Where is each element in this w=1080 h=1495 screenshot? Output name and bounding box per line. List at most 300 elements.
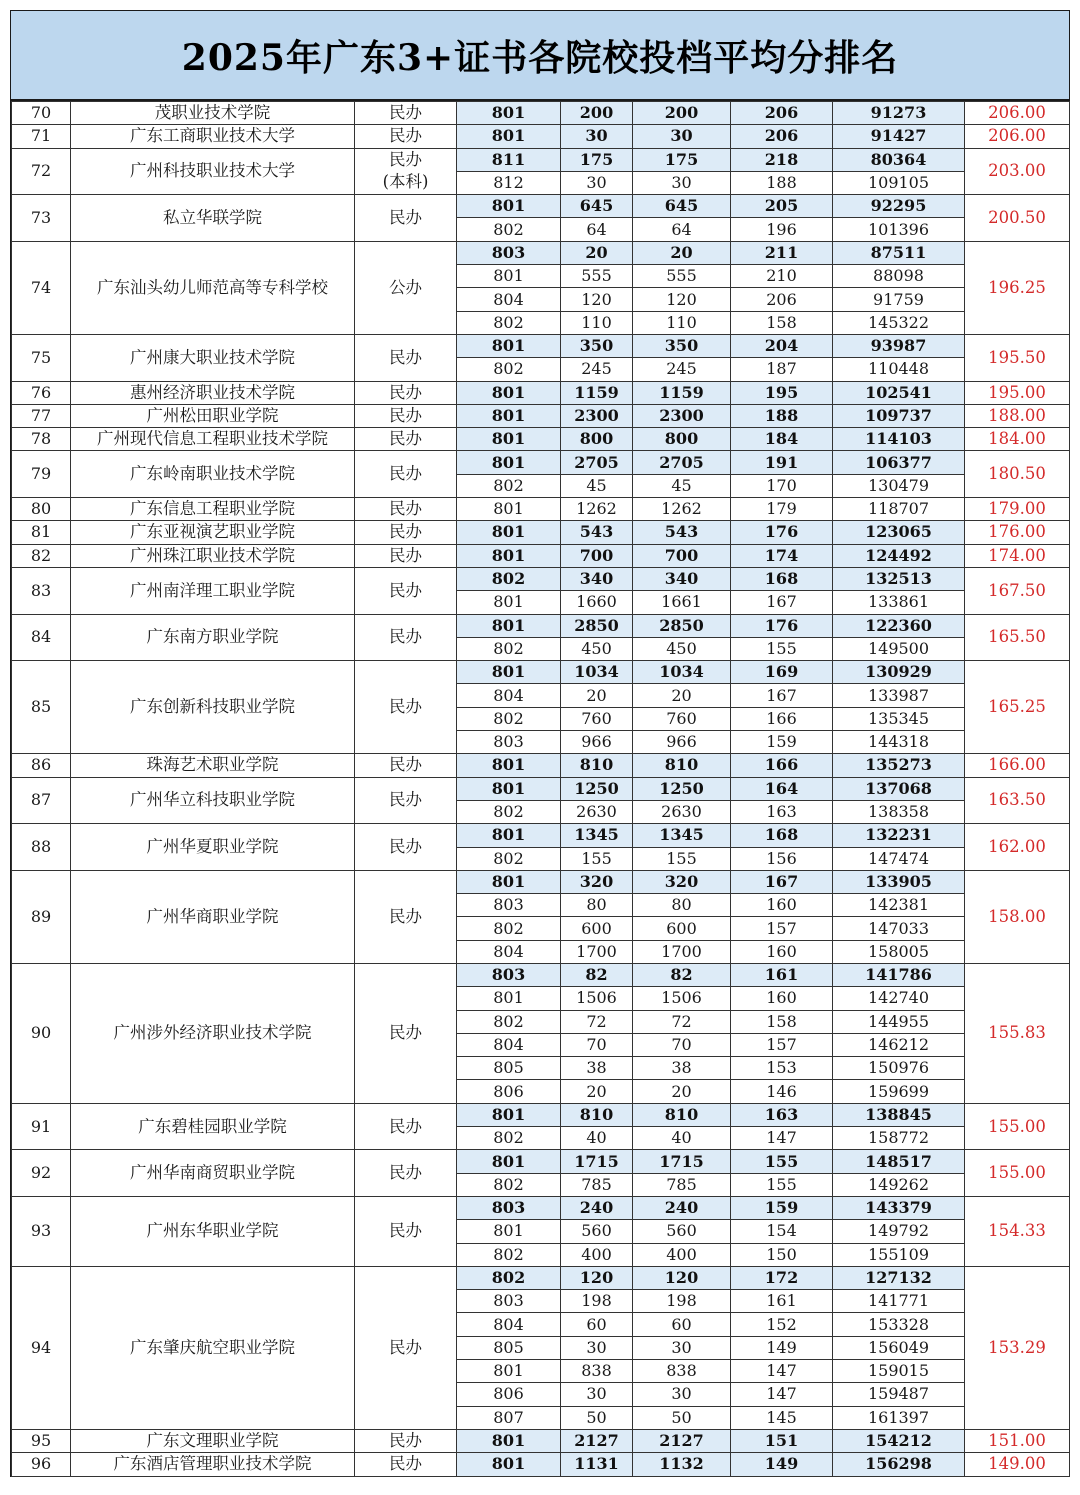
average-score-cell: 155.00	[965, 1103, 1070, 1150]
plan-count-cell: 560	[561, 1220, 633, 1243]
min-score-cell: 147	[731, 1127, 833, 1150]
average-score-cell: 167.50	[965, 567, 1070, 614]
min-score-cell: 157	[731, 917, 833, 940]
average-score-cell: 195.50	[965, 334, 1070, 381]
rank-cell: 95	[12, 1429, 71, 1452]
major-group-code-cell: 802	[457, 218, 561, 241]
plan-count-cell: 450	[561, 637, 633, 660]
average-score-cell: 203.00	[965, 148, 1070, 195]
plan-count-cell: 20	[561, 684, 633, 707]
plan-count-cell: 1159	[561, 381, 633, 404]
plan-count-cell: 2705	[561, 451, 633, 474]
plan-count-cell: 1131	[561, 1453, 633, 1476]
major-group-code-cell: 801	[457, 381, 561, 404]
school-type-cell: 民办	[355, 521, 457, 544]
rank-cell: 80	[12, 498, 71, 521]
min-rank-cell: 154212	[833, 1429, 965, 1452]
min-rank-cell: 159487	[833, 1383, 965, 1406]
min-score-cell: 166	[731, 707, 833, 730]
min-rank-cell: 130929	[833, 661, 965, 684]
rank-cell: 75	[12, 334, 71, 381]
major-group-code-cell: 802	[457, 1127, 561, 1150]
school-name-cell: 广东南方职业学院	[71, 614, 355, 661]
min-score-cell: 158	[731, 311, 833, 334]
plan-count-cell: 70	[561, 1033, 633, 1056]
rank-cell: 85	[12, 661, 71, 754]
min-score-cell: 161	[731, 963, 833, 986]
min-rank-cell: 141771	[833, 1290, 965, 1313]
min-score-cell: 152	[731, 1313, 833, 1336]
plan-count-cell: 50	[561, 1406, 633, 1429]
admitted-count-cell: 64	[633, 218, 731, 241]
average-score-cell: 162.00	[965, 824, 1070, 871]
major-group-code-cell: 801	[457, 777, 561, 800]
admitted-count-cell: 200	[633, 102, 731, 125]
min-score-cell: 187	[731, 358, 833, 381]
school-type-cell: 民办	[355, 824, 457, 871]
average-score-cell: 179.00	[965, 498, 1070, 521]
admitted-count-cell: 30	[633, 1336, 731, 1359]
school-name-cell: 广州南洋理工职业学院	[71, 567, 355, 614]
min-score-cell: 176	[731, 521, 833, 544]
admitted-count-cell: 20	[633, 684, 731, 707]
min-rank-cell: 142381	[833, 894, 965, 917]
school-name-cell: 广州康大职业技术学院	[71, 334, 355, 381]
school-type-cell: 民办	[355, 1429, 457, 1452]
school-name-cell: 广东酒店管理职业技术学院	[71, 1453, 355, 1476]
average-score-cell: 206.00	[965, 125, 1070, 148]
major-group-code-cell: 802	[457, 1243, 561, 1266]
plan-count-cell: 543	[561, 521, 633, 544]
min-rank-cell: 133861	[833, 591, 965, 614]
admitted-count-cell: 555	[633, 265, 731, 288]
admitted-count-cell: 810	[633, 754, 731, 777]
min-rank-cell: 114103	[833, 428, 965, 451]
admitted-count-cell: 72	[633, 1010, 731, 1033]
major-group-code-cell: 801	[457, 754, 561, 777]
min-rank-cell: 91427	[833, 125, 965, 148]
rank-cell: 90	[12, 963, 71, 1103]
major-group-code-cell: 801	[457, 824, 561, 847]
plan-count-cell: 120	[561, 1266, 633, 1289]
min-rank-cell: 87511	[833, 241, 965, 264]
min-score-cell: 205	[731, 195, 833, 218]
admitted-count-cell: 198	[633, 1290, 731, 1313]
min-rank-cell: 91759	[833, 288, 965, 311]
plan-count-cell: 760	[561, 707, 633, 730]
school-type-cell	[355, 148, 457, 195]
major-group-code-cell: 806	[457, 1080, 561, 1103]
min-rank-cell: 93987	[833, 334, 965, 357]
table-row	[12, 824, 1070, 847]
min-score-cell: 167	[731, 591, 833, 614]
plan-count-cell: 45	[561, 474, 633, 497]
admitted-count-cell: 760	[633, 707, 731, 730]
min-rank-cell: 106377	[833, 451, 965, 474]
average-score-cell: 151.00	[965, 1429, 1070, 1452]
school-name-cell: 惠州经济职业技术学院	[71, 381, 355, 404]
major-group-code-cell: 804	[457, 684, 561, 707]
rank-cell: 72	[12, 148, 71, 195]
major-group-code-cell: 803	[457, 894, 561, 917]
admitted-count-cell: 645	[633, 195, 731, 218]
major-group-code-cell: 801	[457, 195, 561, 218]
min-score-cell: 146	[731, 1080, 833, 1103]
school-type-cell: 民办	[355, 404, 457, 427]
min-rank-cell: 80364	[833, 148, 965, 171]
school-type-cell: 民办	[355, 754, 457, 777]
major-group-code-cell: 801	[457, 1453, 561, 1476]
major-group-code-cell: 802	[457, 1010, 561, 1033]
min-score-cell: 147	[731, 1360, 833, 1383]
school-type-cell: 民办	[355, 567, 457, 614]
plan-count-cell: 2127	[561, 1429, 633, 1452]
min-score-cell: 211	[731, 241, 833, 264]
admitted-count-cell: 80	[633, 894, 731, 917]
school-name-cell: 广州华夏职业学院	[71, 824, 355, 871]
major-group-code-cell: 805	[457, 1336, 561, 1359]
table-row	[12, 870, 1070, 893]
school-type-label: 民办	[389, 150, 422, 170]
min-score-cell: 188	[731, 171, 833, 194]
major-group-code-cell: 802	[457, 1266, 561, 1289]
school-name-cell: 广东汕头幼儿师范高等专科学校	[71, 241, 355, 334]
min-score-cell: 158	[731, 1010, 833, 1033]
plan-count-cell: 1250	[561, 777, 633, 800]
min-score-cell: 153	[731, 1057, 833, 1080]
min-score-cell: 149	[731, 1453, 833, 1476]
admitted-count-cell: 1661	[633, 591, 731, 614]
school-name-cell: 广州科技职业技术大学	[71, 148, 355, 195]
min-rank-cell: 130479	[833, 474, 965, 497]
average-score-cell: 149.00	[965, 1453, 1070, 1476]
admitted-count-cell: 2705	[633, 451, 731, 474]
major-group-code-cell: 801	[457, 591, 561, 614]
major-group-code-cell: 802	[457, 800, 561, 823]
admitted-count-cell: 2127	[633, 1429, 731, 1452]
major-group-code-cell: 804	[457, 288, 561, 311]
admitted-count-cell: 2630	[633, 800, 731, 823]
min-rank-cell: 109737	[833, 404, 965, 427]
plan-count-cell: 810	[561, 754, 633, 777]
school-name-cell: 广东工商职业技术大学	[71, 125, 355, 148]
rank-cell: 83	[12, 567, 71, 614]
plan-count-cell: 198	[561, 1290, 633, 1313]
major-group-code-cell: 812	[457, 171, 561, 194]
average-score-cell: 200.50	[965, 195, 1070, 242]
min-rank-cell: 127132	[833, 1266, 965, 1289]
min-rank-cell: 123065	[833, 521, 965, 544]
table-row	[12, 754, 1070, 777]
min-score-cell: 195	[731, 381, 833, 404]
min-rank-cell: 102541	[833, 381, 965, 404]
min-score-cell: 155	[731, 637, 833, 660]
school-type-cell: 民办	[355, 381, 457, 404]
min-score-cell: 170	[731, 474, 833, 497]
plan-count-cell: 20	[561, 1080, 633, 1103]
plan-count-cell: 1660	[561, 591, 633, 614]
table-row	[12, 661, 1070, 684]
school-type-cell: 民办	[355, 661, 457, 754]
average-score-cell: 165.25	[965, 661, 1070, 754]
admitted-count-cell: 1715	[633, 1150, 731, 1173]
min-rank-cell: 158005	[833, 940, 965, 963]
plan-count-cell: 40	[561, 1127, 633, 1150]
admitted-count-cell: 600	[633, 917, 731, 940]
table-row	[12, 614, 1070, 637]
major-group-code-cell: 802	[457, 1173, 561, 1196]
admitted-count-cell: 1132	[633, 1453, 731, 1476]
admitted-count-cell: 30	[633, 1383, 731, 1406]
table-row	[12, 963, 1070, 986]
admitted-count-cell: 450	[633, 637, 731, 660]
major-group-code-cell: 801	[457, 1360, 561, 1383]
rank-cell: 70	[12, 102, 71, 125]
table-row	[12, 544, 1070, 567]
major-group-code-cell: 801	[457, 102, 561, 125]
school-type-cell: 民办	[355, 963, 457, 1103]
table-row	[12, 1196, 1070, 1219]
min-rank-cell: 156049	[833, 1336, 965, 1359]
school-name-cell: 广州现代信息工程职业技术学院	[71, 428, 355, 451]
admitted-count-cell: 400	[633, 1243, 731, 1266]
admitted-count-cell: 110	[633, 311, 731, 334]
min-score-cell: 166	[731, 754, 833, 777]
min-rank-cell: 149792	[833, 1220, 965, 1243]
min-rank-cell: 109105	[833, 171, 965, 194]
school-type-cell: 民办	[355, 1453, 457, 1476]
min-rank-cell: 161397	[833, 1406, 965, 1429]
min-score-cell: 159	[731, 1196, 833, 1219]
admitted-count-cell: 45	[633, 474, 731, 497]
min-score-cell: 160	[731, 987, 833, 1010]
school-name-cell: 私立华联学院	[71, 195, 355, 242]
min-score-cell: 167	[731, 684, 833, 707]
school-type-cell: 民办	[355, 544, 457, 567]
page-title: 2025年广东3+证书各院校投档平均分排名	[11, 11, 1069, 101]
plan-count-cell: 64	[561, 218, 633, 241]
rank-cell: 88	[12, 824, 71, 871]
school-name-cell: 广东创新科技职业学院	[71, 661, 355, 754]
min-score-cell: 191	[731, 451, 833, 474]
school-type-cell: 民办	[355, 451, 457, 498]
plan-count-cell: 1506	[561, 987, 633, 1010]
min-score-cell: 169	[731, 661, 833, 684]
plan-count-cell: 60	[561, 1313, 633, 1336]
average-score-cell: 166.00	[965, 754, 1070, 777]
admitted-count-cell: 2300	[633, 404, 731, 427]
major-group-code-cell: 801	[457, 870, 561, 893]
plan-count-cell: 785	[561, 1173, 633, 1196]
admitted-count-cell: 82	[633, 963, 731, 986]
min-rank-cell: 159699	[833, 1080, 965, 1103]
min-score-cell: 167	[731, 870, 833, 893]
plan-count-cell: 110	[561, 311, 633, 334]
admitted-count-cell: 2850	[633, 614, 731, 637]
plan-count-cell: 810	[561, 1103, 633, 1126]
min-score-cell: 168	[731, 824, 833, 847]
plan-count-cell: 30	[561, 171, 633, 194]
min-score-cell: 149	[731, 1336, 833, 1359]
min-rank-cell: 133987	[833, 684, 965, 707]
school-type-cell: 公办	[355, 241, 457, 334]
min-score-cell: 218	[731, 148, 833, 171]
min-rank-cell: 148517	[833, 1150, 965, 1173]
school-name-cell: 广州珠江职业技术学院	[71, 544, 355, 567]
rank-cell: 78	[12, 428, 71, 451]
min-score-cell: 160	[731, 894, 833, 917]
admitted-count-cell: 120	[633, 1266, 731, 1289]
table-row	[12, 777, 1070, 800]
table-row	[12, 334, 1070, 357]
average-score-cell: 158.00	[965, 870, 1070, 963]
min-score-cell: 150	[731, 1243, 833, 1266]
admitted-count-cell: 320	[633, 870, 731, 893]
admitted-count-cell: 20	[633, 241, 731, 264]
major-group-code-cell: 803	[457, 1290, 561, 1313]
rank-cell: 89	[12, 870, 71, 963]
plan-count-cell: 1262	[561, 498, 633, 521]
major-group-code-cell: 801	[457, 661, 561, 684]
admitted-count-cell: 810	[633, 1103, 731, 1126]
major-group-code-cell: 802	[457, 474, 561, 497]
table-row	[12, 428, 1070, 451]
rank-cell: 84	[12, 614, 71, 661]
rank-cell: 82	[12, 544, 71, 567]
plan-count-cell: 2300	[561, 404, 633, 427]
plan-count-cell: 200	[561, 102, 633, 125]
plan-count-cell: 2630	[561, 800, 633, 823]
average-score-cell: 153.29	[965, 1266, 1070, 1429]
table-row	[12, 404, 1070, 427]
min-score-cell: 184	[731, 428, 833, 451]
admitted-count-cell: 1159	[633, 381, 731, 404]
min-score-cell: 172	[731, 1266, 833, 1289]
average-score-cell: 165.50	[965, 614, 1070, 661]
school-type-cell: 民办	[355, 428, 457, 451]
school-name-cell: 广州东华职业学院	[71, 1196, 355, 1266]
min-rank-cell: 135273	[833, 754, 965, 777]
min-score-cell: 206	[731, 288, 833, 311]
school-name-cell: 珠海艺术职业学院	[71, 754, 355, 777]
major-group-code-cell: 804	[457, 1313, 561, 1336]
plan-count-cell: 1345	[561, 824, 633, 847]
min-rank-cell: 159015	[833, 1360, 965, 1383]
min-rank-cell: 153328	[833, 1313, 965, 1336]
min-score-cell: 155	[731, 1173, 833, 1196]
min-rank-cell: 141786	[833, 963, 965, 986]
admitted-count-cell: 155	[633, 847, 731, 870]
min-rank-cell: 147033	[833, 917, 965, 940]
rank-cell: 74	[12, 241, 71, 334]
school-name-cell: 广州华商职业学院	[71, 870, 355, 963]
min-rank-cell: 137068	[833, 777, 965, 800]
admitted-count-cell: 1700	[633, 940, 731, 963]
min-rank-cell: 132231	[833, 824, 965, 847]
major-group-code-cell: 802	[457, 311, 561, 334]
plan-count-cell: 240	[561, 1196, 633, 1219]
rank-cell: 92	[12, 1150, 71, 1197]
major-group-code-cell: 801	[457, 1150, 561, 1173]
plan-count-cell: 400	[561, 1243, 633, 1266]
plan-count-cell: 1700	[561, 940, 633, 963]
min-rank-cell: 145322	[833, 311, 965, 334]
min-rank-cell: 158772	[833, 1127, 965, 1150]
plan-count-cell: 38	[561, 1057, 633, 1080]
plan-count-cell: 245	[561, 358, 633, 381]
admitted-count-cell: 700	[633, 544, 731, 567]
admitted-count-cell: 50	[633, 1406, 731, 1429]
school-name-cell: 广东碧桂园职业学院	[71, 1103, 355, 1150]
min-rank-cell: 138845	[833, 1103, 965, 1126]
school-name-cell: 茂职业技术学院	[71, 102, 355, 125]
major-group-code-cell: 801	[457, 404, 561, 427]
plan-count-cell: 555	[561, 265, 633, 288]
table-row	[12, 498, 1070, 521]
min-rank-cell: 149500	[833, 637, 965, 660]
table-row	[12, 1453, 1070, 1476]
major-group-code-cell: 802	[457, 637, 561, 660]
major-group-code-cell: 801	[457, 1220, 561, 1243]
school-name-cell: 广东亚视演艺职业学院	[71, 521, 355, 544]
min-rank-cell: 149262	[833, 1173, 965, 1196]
major-group-code-cell: 803	[457, 963, 561, 986]
admitted-count-cell: 120	[633, 288, 731, 311]
major-group-code-cell: 801	[457, 334, 561, 357]
admitted-count-cell: 785	[633, 1173, 731, 1196]
plan-count-cell: 838	[561, 1360, 633, 1383]
admitted-count-cell: 70	[633, 1033, 731, 1056]
major-group-code-cell: 803	[457, 1196, 561, 1219]
school-type-cell: 民办	[355, 102, 457, 125]
plan-count-cell: 30	[561, 1336, 633, 1359]
major-group-code-cell: 801	[457, 521, 561, 544]
min-score-cell: 188	[731, 404, 833, 427]
school-name-cell: 广州松田职业学院	[71, 404, 355, 427]
school-name-cell: 广州涉外经济职业技术学院	[71, 963, 355, 1103]
table-row	[12, 1103, 1070, 1126]
table-row	[12, 521, 1070, 544]
major-group-code-cell: 802	[457, 567, 561, 590]
average-score-cell: 206.00	[965, 102, 1070, 125]
min-rank-cell: 88098	[833, 265, 965, 288]
min-score-cell: 206	[731, 102, 833, 125]
school-type-cell: 民办	[355, 1150, 457, 1197]
admitted-count-cell: 1345	[633, 824, 731, 847]
average-score-cell: 196.25	[965, 241, 1070, 334]
min-rank-cell: 132513	[833, 567, 965, 590]
rank-cell: 91	[12, 1103, 71, 1150]
major-group-code-cell: 802	[457, 358, 561, 381]
admitted-count-cell: 38	[633, 1057, 731, 1080]
min-rank-cell: 143379	[833, 1196, 965, 1219]
min-rank-cell: 91273	[833, 102, 965, 125]
admitted-count-cell: 40	[633, 1127, 731, 1150]
major-group-code-cell: 803	[457, 241, 561, 264]
min-score-cell: 206	[731, 125, 833, 148]
table-row	[12, 148, 1070, 171]
min-rank-cell: 133905	[833, 870, 965, 893]
school-type-sub-label: (本科)	[382, 172, 429, 192]
plan-count-cell: 350	[561, 334, 633, 357]
ranking-table	[11, 101, 1070, 1477]
table-row	[12, 451, 1070, 474]
plan-count-cell: 600	[561, 917, 633, 940]
table-row	[12, 1150, 1070, 1173]
min-rank-cell: 146212	[833, 1033, 965, 1056]
school-type-cell: 民办	[355, 334, 457, 381]
major-group-code-cell: 801	[457, 498, 561, 521]
